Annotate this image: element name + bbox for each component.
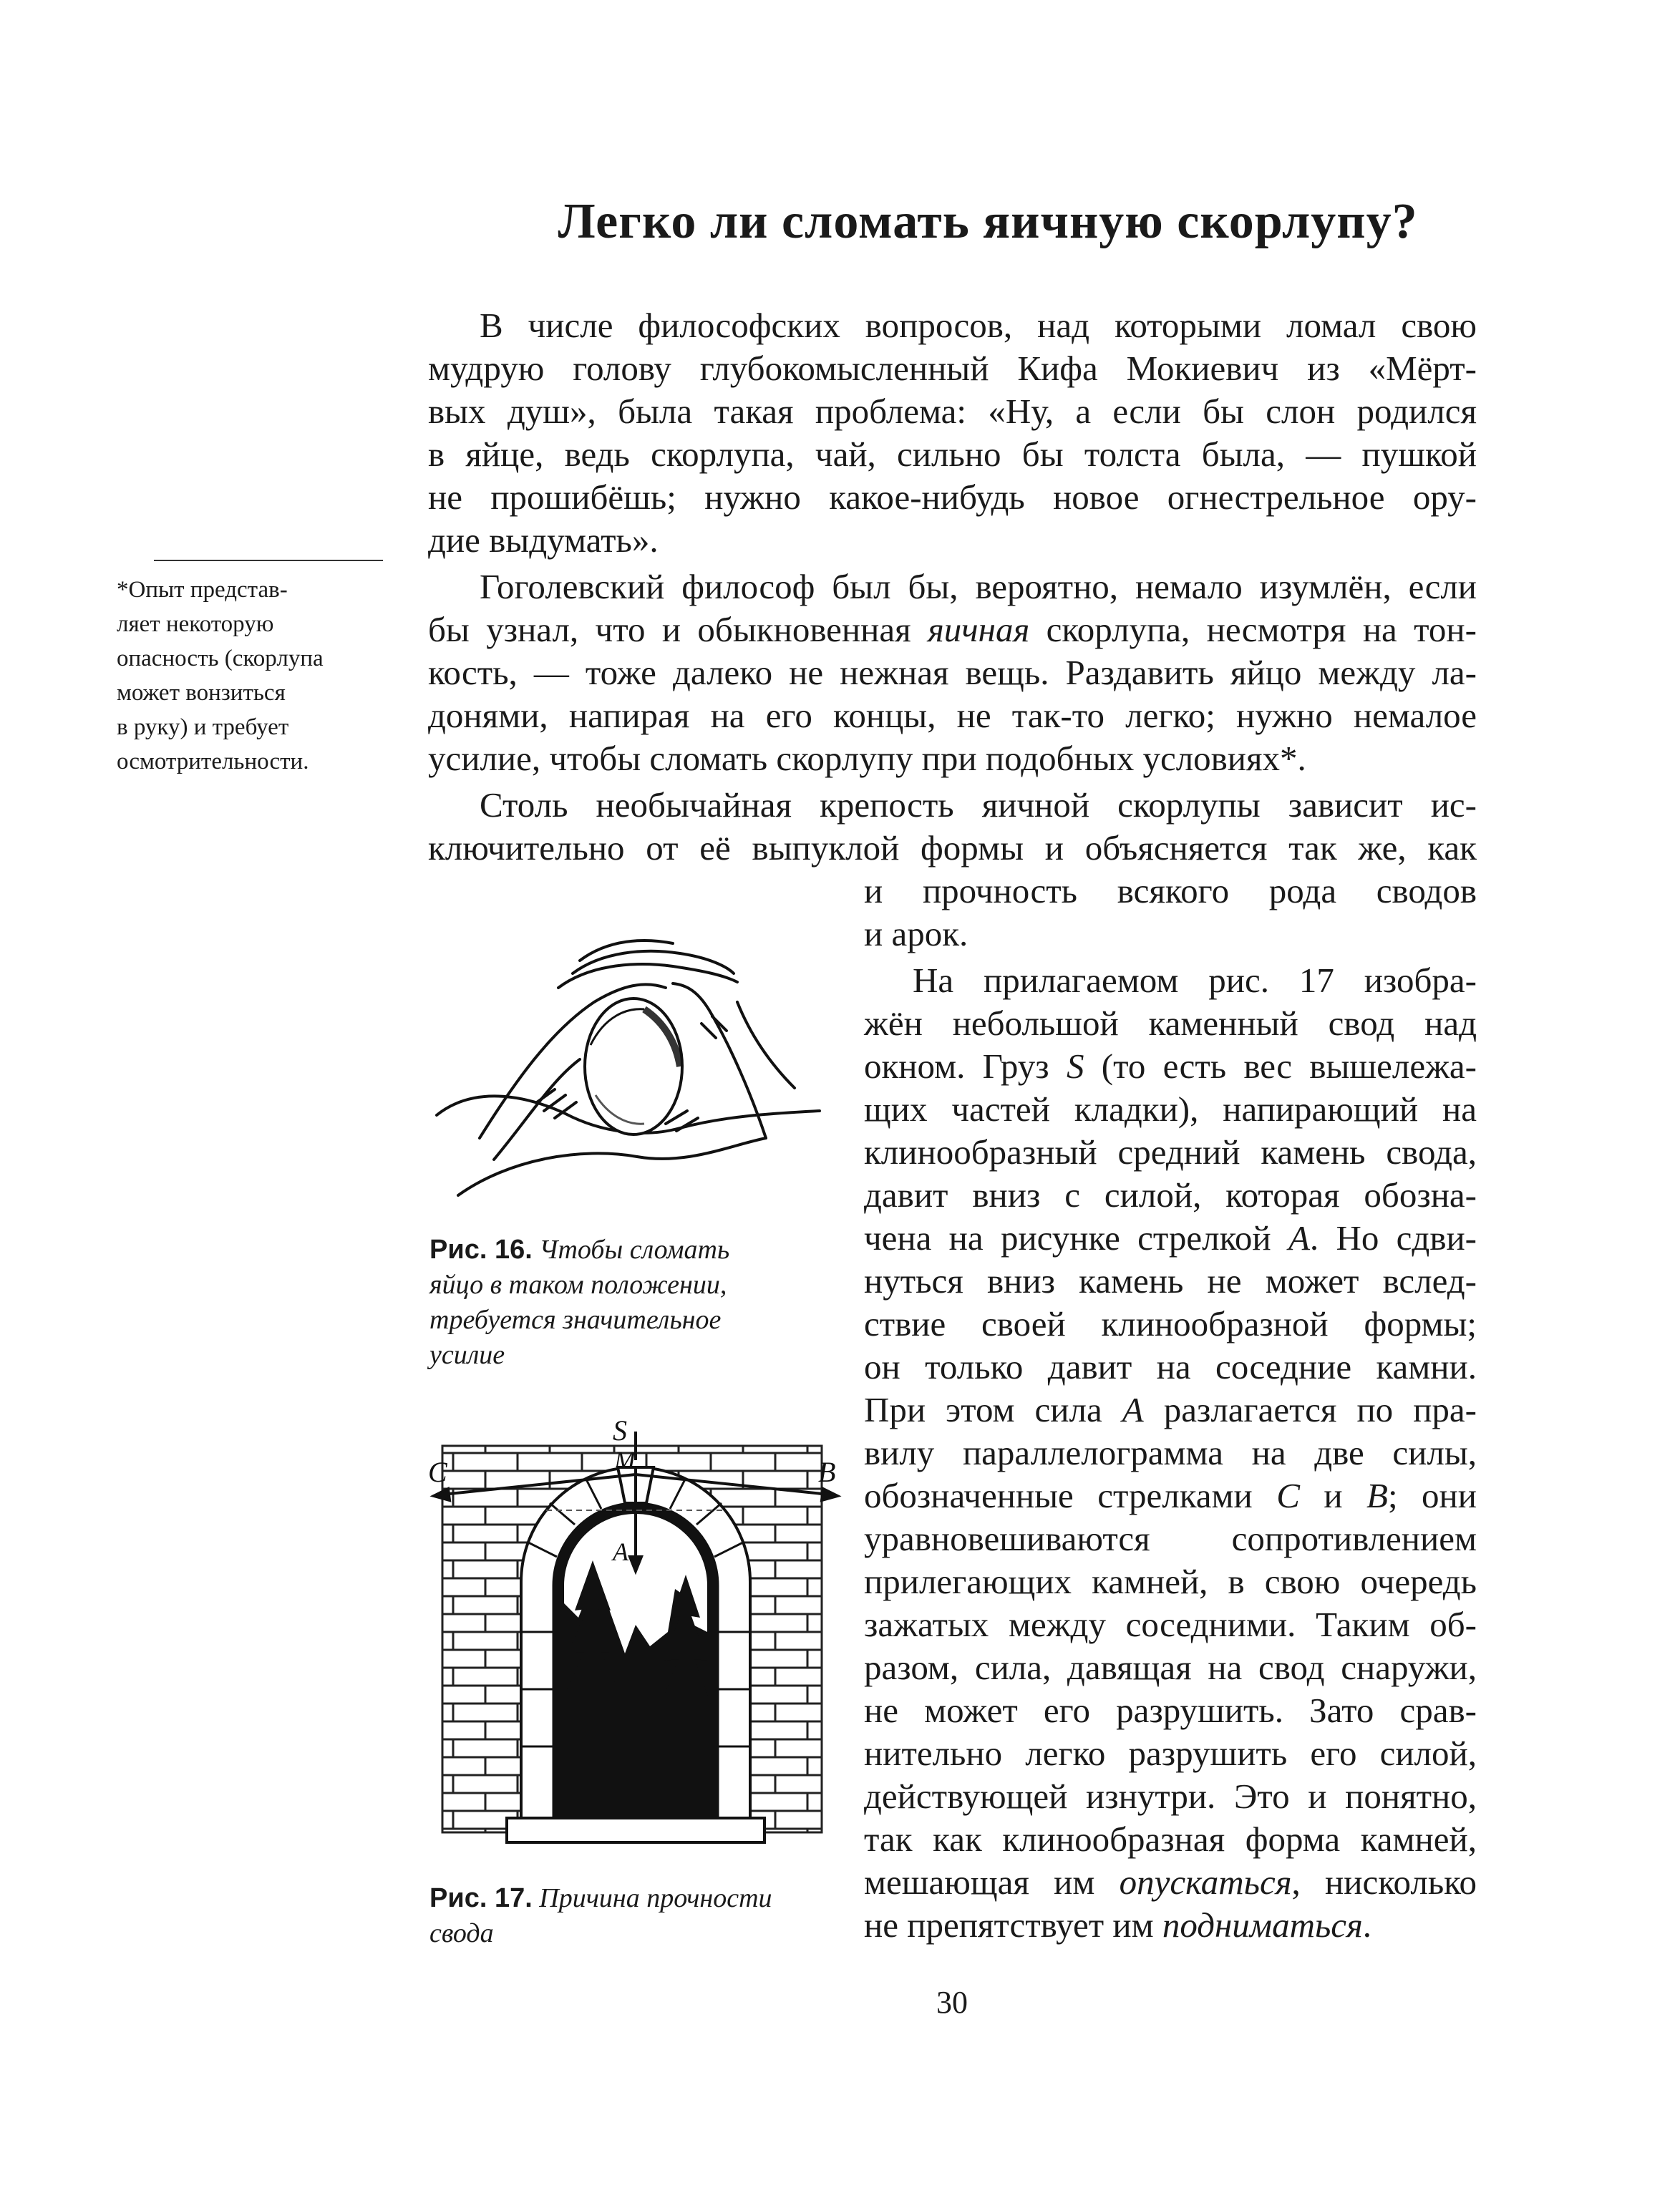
footnote-line: может вонзиться (117, 680, 286, 706)
text-line: жён небольшой каменный свод над (864, 1004, 1477, 1043)
footnote-line: ляет некоторую (117, 611, 274, 637)
text-line: зажатых между соседними. Таким об- (864, 1605, 1477, 1644)
caption-line: усилие (429, 1340, 505, 1370)
footnote-line: в руку) и требует (117, 714, 289, 740)
text-line: чена на рисунке стрелкой A. Но сдви- (864, 1218, 1477, 1258)
label-a: A (613, 1537, 628, 1566)
text-line: нительно легко разрушить его силой, (864, 1734, 1477, 1773)
caption-line: Причина прочности (532, 1883, 772, 1913)
caption-line: свода (429, 1918, 494, 1948)
emphasis-text: C (1276, 1476, 1300, 1515)
emphasis-text: яичная (928, 610, 1030, 649)
caption-line: Чтобы сломать (532, 1235, 730, 1265)
text-line: прилегающих камней, в свою очередь (864, 1562, 1477, 1601)
text-line: усилие, чтобы сломать скорлупу при подобных условиях*. (428, 739, 1306, 778)
text-line: бы узнал, что и обыкновенная яичная скорлупа, несмотря на тон- (428, 610, 1477, 649)
figure-17-stone-arch-diagram (421, 1417, 850, 1868)
page-number: 30 (936, 1985, 968, 2020)
text-line: При этом сила A разлагается по пра- (864, 1390, 1477, 1429)
footnote-line: осмотрительности. (117, 749, 309, 774)
text-line: ключительно от её выпуклой формы и объясняется так же, как (428, 828, 1477, 868)
text-line: действующей изнутри. Это и понятно, (864, 1777, 1477, 1816)
emphasis-text: опускаться (1119, 1862, 1292, 1902)
text-line: и арок. (864, 914, 968, 953)
text-line: вых душ», была такая проблема: «Ну, а если бы слон родился (428, 392, 1477, 431)
emphasis-text: S (1066, 1046, 1084, 1086)
figure-label: Рис. 17. (429, 1883, 533, 1913)
text-line: так как клинообразная форма камней, (864, 1819, 1477, 1859)
label-m: M (614, 1446, 636, 1474)
footnote-line: опасность (скорлупа (117, 646, 324, 671)
caption-line: яйцо в таком положении, (429, 1270, 727, 1300)
figure-16-hands-egg-illustration (429, 923, 830, 1224)
text-line: мешающая им опускаться, нисколько (864, 1862, 1477, 1902)
footnote-rule (154, 560, 383, 561)
label-c: C (428, 1456, 447, 1488)
text-line: не может его разрушить. Зато срав- (864, 1691, 1477, 1730)
text-line: На прилагаемом рис. 17 изобра- (913, 961, 1477, 1000)
text-line: он только давит на соседние камни. (864, 1347, 1477, 1386)
text-line: щих частей кладки), напирающий на (864, 1089, 1477, 1129)
text-line: Гоголевский философ был бы, вероятно, немало изумлён, если (480, 567, 1477, 606)
text-line: давит вниз с силой, которая обозна- (864, 1175, 1477, 1215)
text-line: донями, напирая на его концы, не так-то легко; нужно немалое (428, 696, 1477, 735)
text-line: не препятствует им подниматься. (864, 1905, 1372, 1945)
text-line: окном. Груз S (то есть вес вышележа- (864, 1046, 1477, 1086)
emphasis-text: подниматься (1162, 1905, 1363, 1945)
label-b: B (818, 1456, 836, 1488)
label-s: S (613, 1417, 627, 1447)
figure-label: Рис. 16. (429, 1235, 533, 1265)
text-line: и прочность всякого рода сводов (864, 871, 1477, 910)
text-line: не прошибёшь; нужно какое-нибудь новое огнестрельное ору- (428, 477, 1477, 517)
text-line: ствие своей клинообразной формы; (864, 1304, 1477, 1343)
text-line: нуться вниз камень не может вслед- (864, 1261, 1477, 1301)
text-line: Столь необычайная крепость яичной скорлупы зависит ис- (480, 785, 1477, 825)
text-line: мудрую голову глубокомысленный Кифа Мокиевич из «Мёрт- (428, 349, 1477, 388)
text-line: В числе философских вопросов, над которыми ломал свою (480, 306, 1477, 345)
text-line: обозначенные стрелками C и B; они (864, 1476, 1477, 1515)
page-title: Легко ли сломать яичную скорлупу? (558, 194, 1418, 249)
emphasis-text: A (1288, 1218, 1310, 1258)
text-line: вилу параллелограмма на две силы, (864, 1433, 1477, 1472)
emphasis-text: B (1366, 1476, 1388, 1515)
text-line: в яйце, ведь скорлупа, чай, сильно бы толста была, — пушкой (428, 434, 1477, 474)
text-line: разом, сила, давящая на свод снаружи, (864, 1648, 1477, 1687)
caption-line: требуется значительное (429, 1305, 722, 1335)
emphasis-text: A (1122, 1390, 1144, 1429)
text-line: кость, — тоже далеко не нежная вещь. Раздавить яйцо между ла- (428, 653, 1477, 692)
text-line: уравновешиваются сопротивлением (864, 1519, 1477, 1558)
text-line: дие выдумать». (428, 520, 659, 560)
text-line: клинообразный средний камень свода, (864, 1132, 1477, 1172)
footnote-line: *Опыт представ- (117, 577, 288, 603)
